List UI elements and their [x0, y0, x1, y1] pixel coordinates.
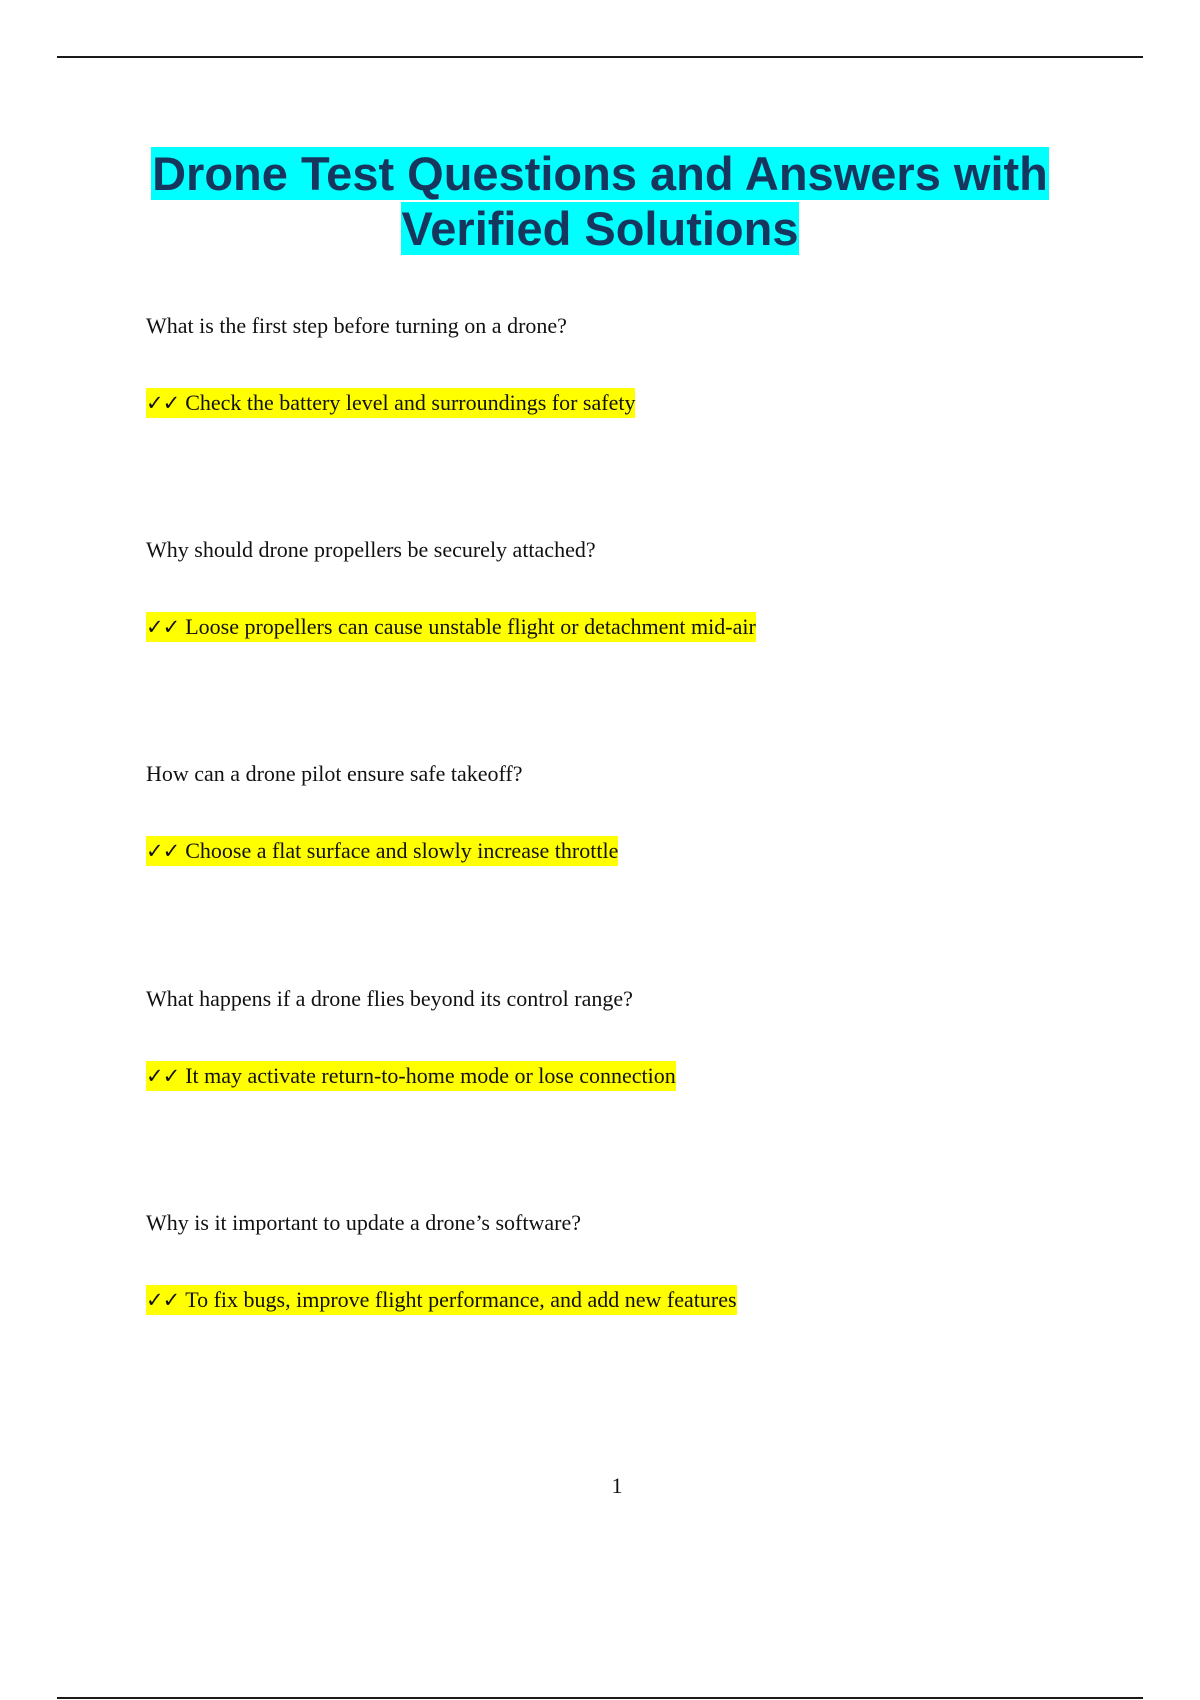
answer-highlight: [146, 612, 756, 642]
answer-text: It may activate return-to-home mode or lose connection: [185, 1063, 676, 1088]
page-title-line-2: Verified Solutions: [401, 202, 799, 255]
qa-item-5: [146, 1209, 1146, 1314]
answer-text: Loose propellers can cause unstable flight or detachment mid-air: [185, 614, 756, 639]
question-text: What happens if a drone flies beyond its control range?: [146, 986, 633, 1011]
answer-highlight: [146, 1285, 737, 1315]
qa-item-2: [146, 536, 1146, 641]
page-number: 1: [611, 1473, 623, 1498]
question-text: What is the first step before turning on a drone?: [146, 313, 567, 338]
page-title: [0, 146, 1200, 256]
answer-highlight: [146, 836, 618, 866]
answer-block: [146, 837, 1146, 865]
header-rule: [57, 56, 1143, 58]
question-text: How can a drone pilot ensure safe takeoff?: [146, 761, 523, 786]
qa-item-1: [146, 312, 1146, 417]
double-check-icon: ✓✓: [146, 1288, 180, 1312]
answer-highlight: [146, 1061, 676, 1091]
double-check-icon: ✓✓: [146, 839, 180, 863]
answer-block: [146, 613, 1146, 641]
answer-block: [146, 389, 1146, 417]
footer-rule: [57, 1697, 1143, 1699]
page-title-line-1: Drone Test Questions and Answers with: [152, 147, 1048, 200]
answer-text: Check the battery level and surroundings for safety: [185, 390, 636, 415]
answer-text: To fix bugs, improve flight performance, and add new features: [185, 1287, 737, 1312]
double-check-icon: ✓✓: [146, 391, 180, 415]
qa-item-3: [146, 760, 1146, 865]
double-check-icon: ✓✓: [146, 1064, 180, 1088]
double-check-icon: ✓✓: [146, 615, 180, 639]
answer-block: [146, 1286, 1146, 1314]
answer-block: [146, 1062, 1146, 1090]
answer-highlight: [146, 388, 635, 418]
question-text: Why should drone propellers be securely attached?: [146, 537, 596, 562]
qa-item-4: [146, 985, 1146, 1090]
answer-text: Choose a flat surface and slowly increase throttle: [185, 838, 619, 863]
question-text: Why is it important to update a drone’s software?: [146, 1210, 581, 1235]
